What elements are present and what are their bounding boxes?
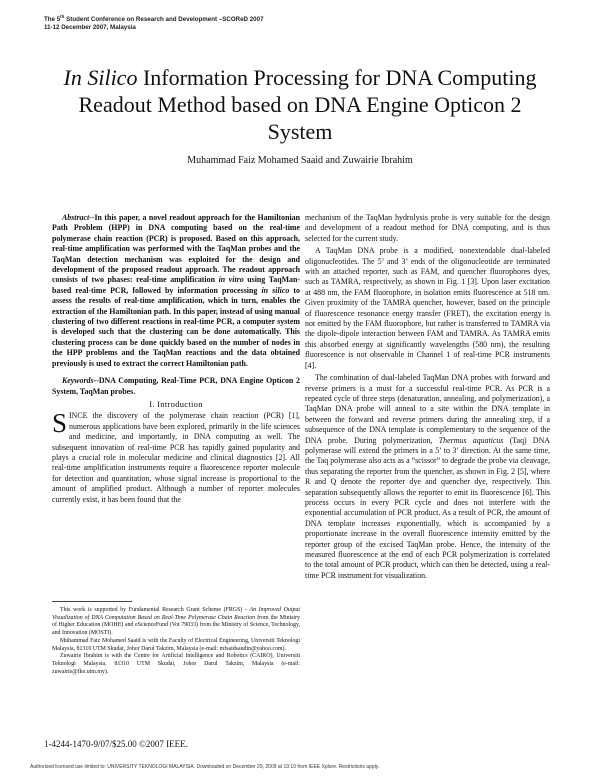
section-heading: I. Introduction xyxy=(149,398,203,409)
keywords xyxy=(52,376,300,397)
abstract-text-1: In this paper, a novel readout approach for the Hamiltonian Path Problem (HPP) in DNA computing based on the real-time polymerase chain reaction (PCR) is proposed. Based on this approach, real-time amplification was performed with the TaqMan probes and the TaqMan detection mechanism was exploited for the design and development of the proposed readout approach. The readout approach consists of two phases: real-time amplification xyxy=(52,213,300,285)
intro-text: INCE the discovery of the polymerase chain reaction (PCR) [1], numerous applications have been explored, primarily in the life sciences and medicine, and importantly, in DNA computing as well. The subsequent innovation of real-time PCR has rapidly gained popularity and plays a crucial role in molecular medicine and clinical diagnostics [2]. All real-time amplification instruments require a fluorescence reporter molecule for detection and quantitation, whose signal increase is proportional to the amount of amplified product. Although a number of reporter molecules currently exist, it has been found that the xyxy=(52,411,300,504)
conf-sup: th xyxy=(60,14,65,19)
abstract-text-3: to assess the results of real-time amplification, which in turn, enables the extraction of the Hamiltonian path. In this paper, instead of using manual clustering of two different reactions in real-time PCR, a computer system is developed such that the clustering can be done automatically. This clustering process can be done quickly based on the number of nodes in the HPP problems and the TaqMan reactions and the data obtained previously is used to extract the correct Hamiltonian path. xyxy=(52,285,300,368)
footnote-author-1: Muhammad Faiz Mohamed Saaid is with the Faculty of Electrical Engineering, Universiti Teknologi Malaysia, 81310 UTM Skudai, Johor Darul Takzim, Malaysia (e-mail: mfsaidsaudin@yahoo.com). xyxy=(52,637,300,652)
funding-text-b: from the Ministry of Higher Education (MOHE) and eScienceFund (Vot 79033) from the Ministry of Science, Technology, and Innovation (MOSTI). xyxy=(52,614,300,637)
intro-paragraph xyxy=(52,408,300,505)
conference-header xyxy=(44,13,264,32)
conf-prefix: The 5 xyxy=(44,16,61,24)
title-italic: In Silico xyxy=(63,65,138,90)
footnote-author-2: Zuwairie Ibrahim is with the Centre for Artificial Intelligence and Robotics (CAIRO), Universiti Teknologi Malaysia, 81310 UTM Skudai, Johor Darul Takzim, Malaysia (e-mail: zuwairie@fke.utm.my). xyxy=(52,653,300,675)
keywords-text: --DNA Computing, Real-Time PCR, DNA Engine Opticon 2 System, TaqMan probes. xyxy=(52,376,300,396)
abstract xyxy=(52,213,300,369)
abstract-text-2: using TaqMan-based real-time PCR, followed by information processing xyxy=(52,275,300,295)
title-rest: Information Processing for DNA Computing Readout Method based on DNA Engine Opticon 2 System xyxy=(78,65,537,144)
footnote-rule xyxy=(52,601,132,602)
paper-title xyxy=(60,64,540,145)
keywords-lead: Keywords xyxy=(62,376,94,386)
authors: Muhammad Faiz Mohamed Saaid and Zuwairie Ibrahim xyxy=(187,155,413,166)
left-column xyxy=(52,213,300,505)
p3-text-b: (Taq) DNA polymerase will extend the primers in a 5’ to 3’ direction. At the same time, the Taq polymerase also acts as a “scissor” to degrade the probe via cleavage, thus separating the reporter from the quencher, as shown in Fig. 2 [5], where R and Q denote the reporter dye and quencher dye, respectively. This separation subsequently allows the reporter to emit its fluorescence [6]. This process occurs in every PCR cycle and does not interfere with the exponential accumulation of PCR product. As a result of PCR, the amount of DNA template increases exponentially, which is accompanied by a proportionate increase in the overall fluorescence intensity emitted by the reporter group of the excised TaqMan probe. Hence, the intensity of the measured fluorescence at the end of each PCR polymerization is correlated to the total amount of PCR product, which can then be detected, using a real-time PCR instrument for visualization. xyxy=(305,435,551,580)
abstract-in-vitro: in vitro xyxy=(218,275,244,285)
footnote-funding xyxy=(52,607,300,638)
conf-date: 11-12 December 2007, Malaysia xyxy=(44,24,136,32)
footnotes xyxy=(52,601,300,676)
right-column xyxy=(305,213,550,581)
abstract-in-silico: in silico xyxy=(261,285,290,295)
p3-species: Thermus aquaticus xyxy=(438,435,504,445)
right-paragraph-3 xyxy=(305,373,550,581)
right-paragraph-2: A TaqMan DNA probe is a modified, nonextendable dual-labeled oligonucleotides. The 5’ and 3’ ends of the oligonucleotide are terminated with an attached reporter, such as FAM, and quencher fluorophores dyes, such as TAMRA, respectively, as shown in Fig. 1 [3]. Upon laser excitation at 488 nm, the FAM fluorophore, in isolation emits fluorescence at 518 nm. Given proximity of the TAMRA quencher, however, based on the principle of fluorescence resonance energy transfer (FRET), the excitation energy is not emitted by the FAM fluorophore, but rather is transferred to TAMRA via the dipole-dipole interaction between FAM and TAMRA. As TAMRA emits this absorbed energy at significantly wavelengths (580 nm), the resulting fluorescence is not observable in Channel 1 of real-time PCR instruments [4]. xyxy=(305,246,550,370)
abstract-lead: Abstract-- xyxy=(62,213,95,222)
right-paragraph-1: mechanism of the TaqMan hydrolysis probe is very suitable for the design and development of a readout method for DNA computing, and is thus selected for the current study. xyxy=(305,213,550,243)
drop-cap: S xyxy=(52,408,68,439)
license-footer: Authorized licensed use limited to: UNIVERSITY TEKNOLOGI MALAYSIA. Downloaded on December 29, 2009 at 19:10 from IEEE Xplore. Restrictions apply. xyxy=(30,764,380,770)
funding-text-a: This work is supported by Fundamental Research Grant Scheme (FRGS) - xyxy=(60,607,250,613)
isbn-line: 1-4244-1470-9/07/$25.00 ©2007 IEEE. xyxy=(44,739,188,749)
funding-title: An Improved Output Visualization of DNA Computation Based on Real-Time Polymerase Chain Reaction xyxy=(52,607,300,621)
conf-rest: Student Conference on Research and Development –SCOReD 2007 xyxy=(64,16,264,24)
p3-text-a: The combination of dual-labeled TaqMan DNA probes with forward and reverse primers is a must for a successful real-time PCR. As PCR is a repeated cycle of three steps (denaturation, annealing, and polymerization), a TaqMan DNA probe will anneal to a site within the DNA template in between the forward and reverse primers during the annealing step, if a subsequence of the DNA template is complementary to the sequence of the DNA probe. During polymerization, xyxy=(305,373,550,445)
